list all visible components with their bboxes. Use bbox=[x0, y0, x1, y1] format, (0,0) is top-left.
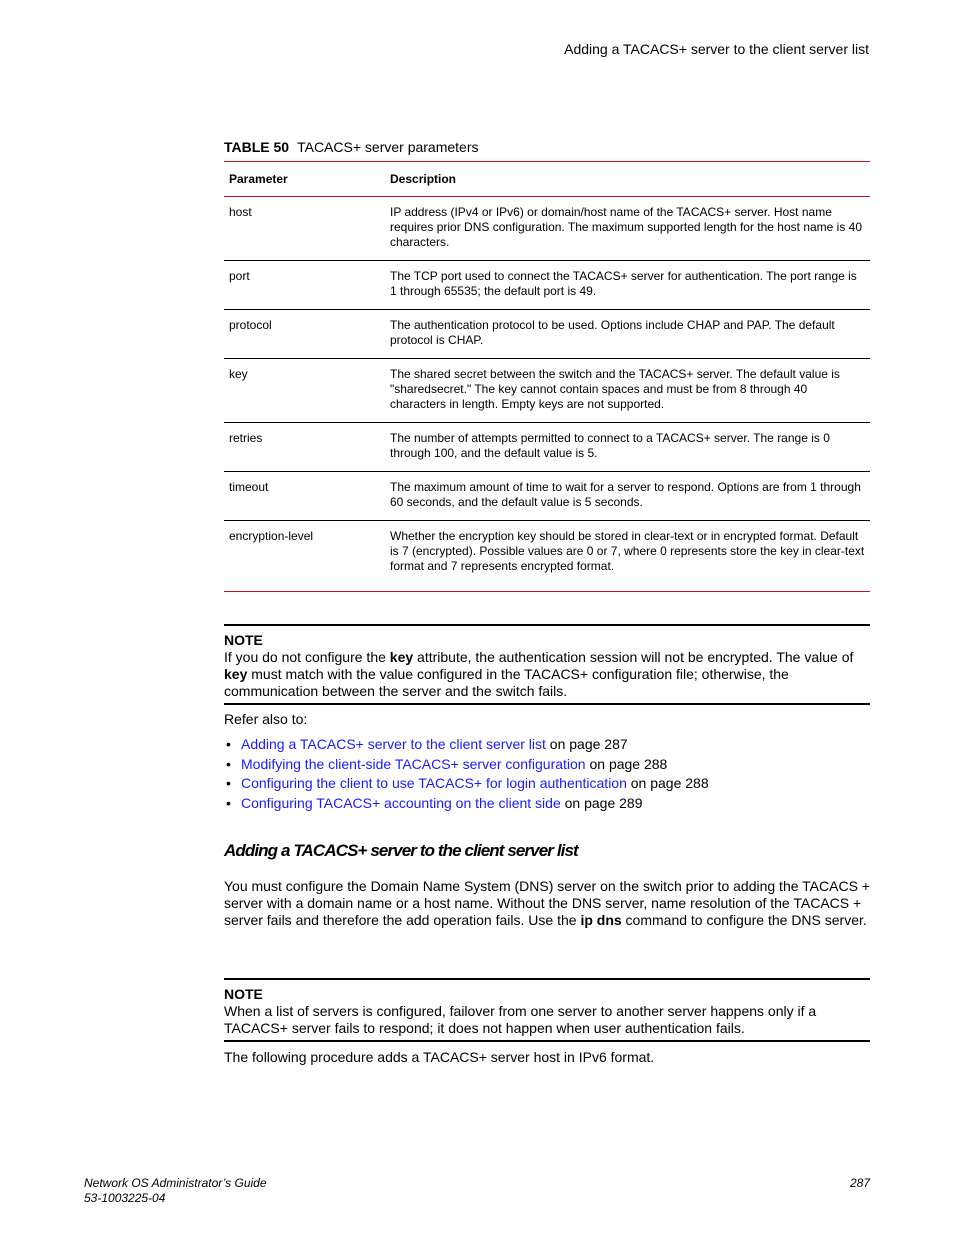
parameter-cell: protocol bbox=[224, 310, 385, 359]
guide-title: Network OS Administrator’s Guide bbox=[84, 1176, 267, 1190]
procedure-intro: The following procedure adds a TACACS+ server host in IPv6 format. bbox=[224, 1049, 655, 1065]
page-reference: on page 288 bbox=[626, 775, 709, 791]
reference-link[interactable]: Configuring the client to use TACACS+ for login authentication bbox=[241, 775, 627, 791]
table-row bbox=[224, 261, 870, 310]
description-cell: The shared secret between the switch and the TACACS+ server. The default value is "sharedsecret." The key cannot contain spaces and must be from 8 through 40 characters in length. Empty keys are not supported. bbox=[385, 359, 870, 423]
paragraph-text: You must configure the Domain Name System (DNS) server on the switch prior to adding the TACACS + server with a domain name or a host name. Without the DNS server, name resolution of the TACACS + server fails and therefore the add operation fails. Use the bbox=[224, 878, 870, 928]
list-item bbox=[224, 795, 709, 815]
list-item bbox=[224, 736, 709, 756]
bullet-icon: • bbox=[226, 794, 231, 811]
note-box bbox=[224, 624, 870, 705]
description-cell: The maximum amount of time to wait for a server to respond. Options are from 1 through 60 seconds, and the default value is 5 seconds. bbox=[385, 472, 870, 521]
table-row bbox=[224, 521, 870, 592]
page-reference: on page 289 bbox=[560, 794, 643, 811]
table-row bbox=[224, 359, 870, 423]
parameter-cell: host bbox=[224, 197, 385, 261]
list-item bbox=[224, 775, 709, 795]
reference-list bbox=[224, 736, 709, 814]
note-label: NOTE bbox=[224, 986, 263, 1002]
note-text-part: must match with the value configured in the TACACS+ configuration file; otherwise, the communication between the server and the switch fails. bbox=[224, 666, 789, 699]
table-header-row bbox=[224, 162, 870, 197]
reference-link[interactable]: Configuring TACACS+ accounting on the client side bbox=[241, 794, 561, 811]
list-item bbox=[224, 756, 709, 776]
table-row bbox=[224, 197, 870, 261]
running-header: Adding a TACACS+ server to the client server list bbox=[564, 41, 869, 57]
parameter-cell: port bbox=[224, 261, 385, 310]
key-keyword: key bbox=[389, 649, 414, 665]
reference-link[interactable]: Modifying the client-side TACACS+ server configuration bbox=[241, 755, 586, 772]
description-cell: IP address (IPv4 or IPv6) or domain/host name of the TACACS+ server. Host name requires prior DNS configuration. The maximum supported length for the host name is 40 characters. bbox=[385, 197, 870, 261]
section-paragraph bbox=[224, 878, 870, 929]
description-cell: Whether the encryption key should be stored in clear-text or in encrypted format. Default is 7 (encrypted). Possible values are 0 or 7, where 0 represents store the key in clear-text format and 7 represents encrypted format. bbox=[385, 521, 870, 592]
footer-left bbox=[84, 1176, 267, 1206]
paragraph-text: command to configure the DNS server. bbox=[621, 912, 867, 928]
description-cell: The TCP port used to connect the TACACS+ server for authentication. The port range is 1 through 65535; the default port is 49. bbox=[385, 261, 870, 310]
page-number: 287 bbox=[849, 1176, 870, 1190]
column-header-description: Description bbox=[385, 162, 870, 197]
note-box bbox=[224, 978, 870, 1042]
bullet-icon: • bbox=[226, 775, 231, 791]
table-row bbox=[224, 472, 870, 521]
page-reference: on page 288 bbox=[585, 755, 668, 772]
bullet-icon: • bbox=[226, 736, 231, 752]
parameters-table bbox=[224, 161, 870, 592]
table-row bbox=[224, 310, 870, 359]
section-heading: Adding a TACACS+ server to the client server list bbox=[224, 841, 578, 860]
table-label: TABLE 50 bbox=[224, 139, 290, 155]
description-cell: The number of attempts permitted to connect to a TACACS+ server. The range is 0 through 100, and the default value is 5. bbox=[385, 423, 870, 472]
table-row bbox=[224, 423, 870, 472]
refer-also-text: Refer also to: bbox=[224, 711, 308, 727]
parameter-cell: timeout bbox=[224, 472, 385, 521]
document-number: 53-1003225-04 bbox=[84, 1191, 166, 1205]
note-label: NOTE bbox=[224, 632, 263, 648]
table-title: TACACS+ server parameters bbox=[297, 139, 479, 155]
parameter-cell: key bbox=[224, 359, 385, 423]
note-text-part: attribute, the authentication session will not be encrypted. The value of bbox=[413, 649, 854, 665]
note-text bbox=[224, 649, 870, 700]
bullet-icon: • bbox=[226, 755, 231, 772]
page-reference: on page 287 bbox=[545, 736, 628, 752]
column-header-parameter: Parameter bbox=[224, 162, 385, 197]
reference-link[interactable]: Adding a TACACS+ server to the client server list bbox=[241, 736, 546, 752]
key-keyword: key bbox=[224, 666, 248, 682]
command-keyword: ip dns bbox=[580, 912, 622, 928]
table-caption bbox=[224, 139, 479, 155]
parameter-cell: encryption-level bbox=[224, 521, 385, 592]
description-cell: The authentication protocol to be used. Options include CHAP and PAP. The default protocol is CHAP. bbox=[385, 310, 870, 359]
note-text: When a list of servers is configured, failover from one server to another server happens only if a TACACS+ server fails to respond; it does not happen when user authentication fails. bbox=[224, 1003, 817, 1036]
note-text-part: If you do not configure the bbox=[224, 649, 390, 665]
parameter-cell: retries bbox=[224, 423, 385, 472]
